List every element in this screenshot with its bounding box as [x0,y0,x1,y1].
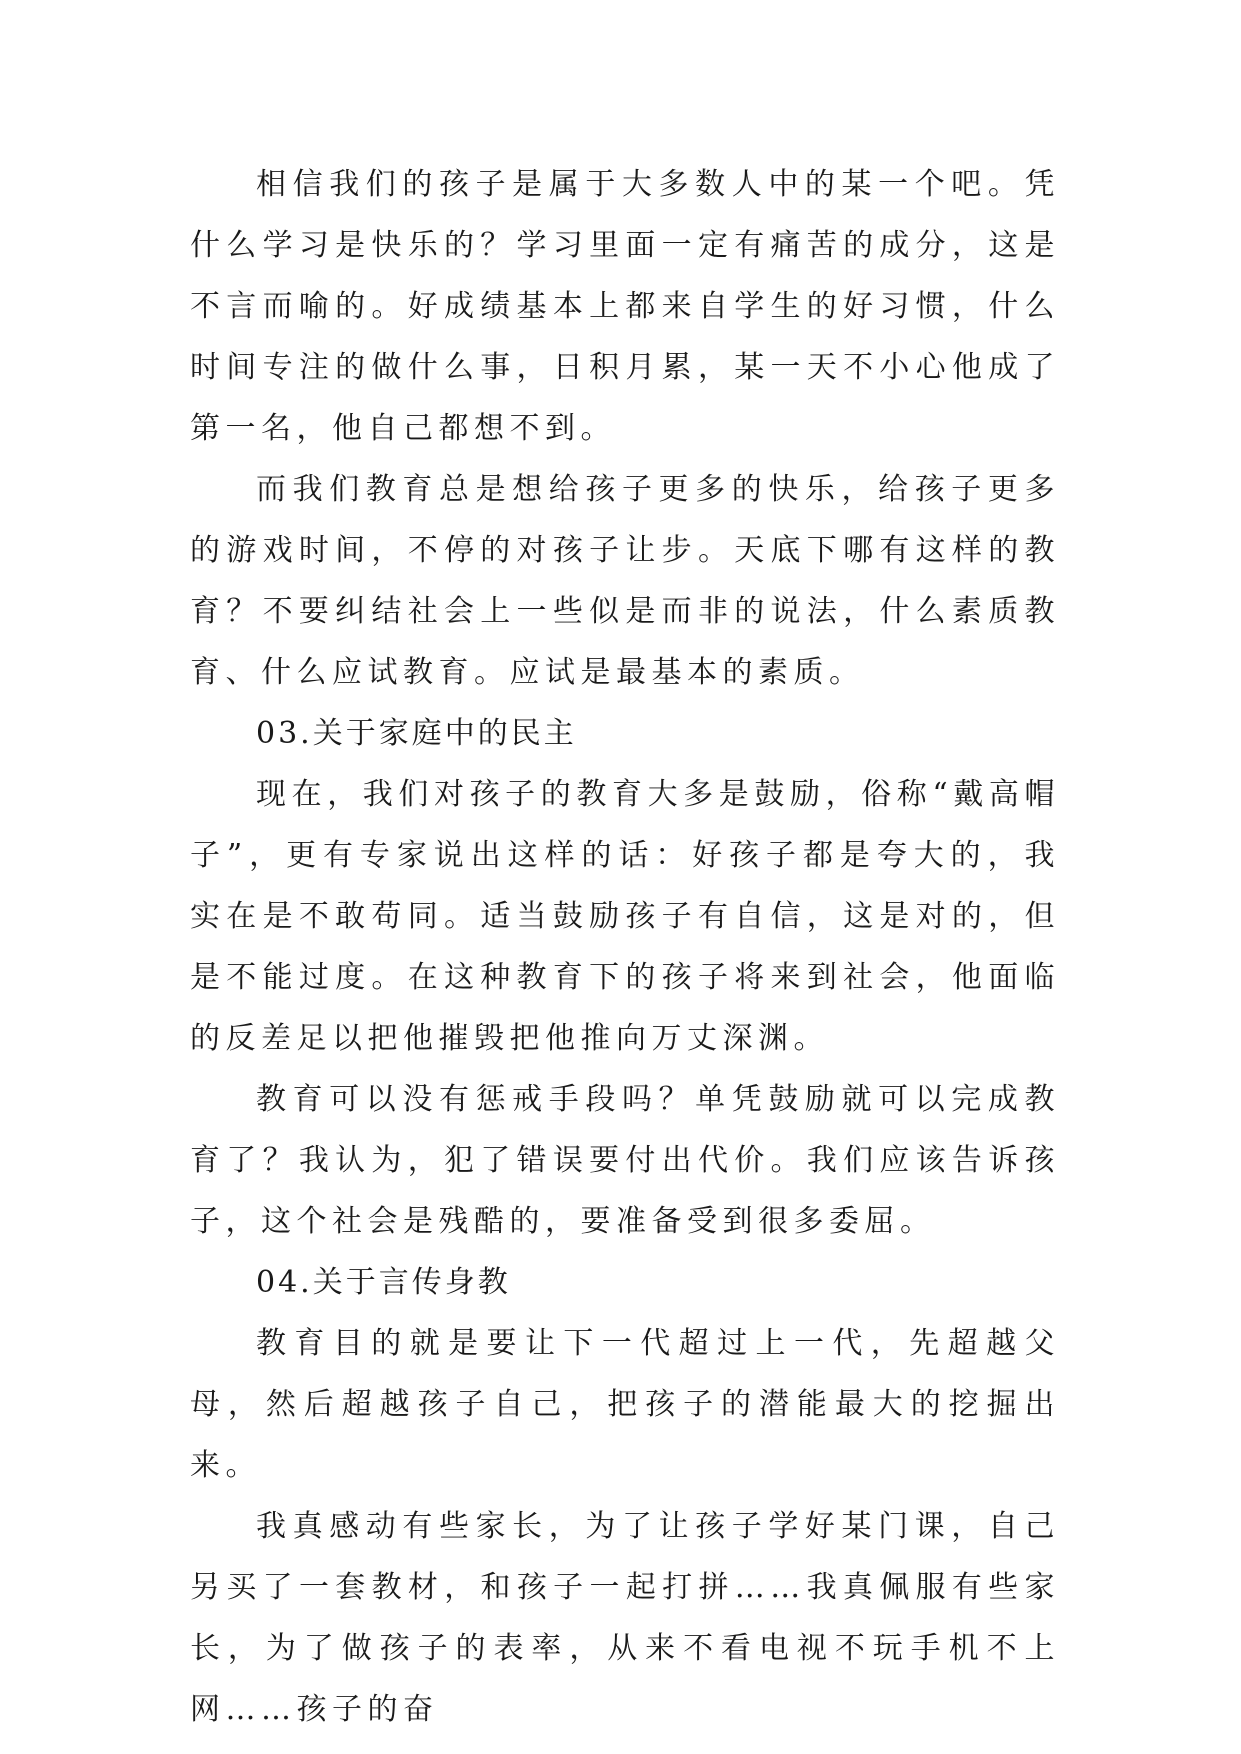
section-heading-03: 03.关于家庭中的民主 [256,716,577,751]
paragraph-3: 现在，我们对孩子的教育大多是鼓励，俗称“戴高帽子”，更有专家说出这样的话：好孩子都是夸大的，我实在是不敢苟同。适当鼓励孩子有自信，这是对的，但是不能过度。在这种教育下的孩子将来到社会，他面临的反差足以把他摧毁把他推向万丈深渊。 [190,777,1060,1056]
paragraph-2: 而我们教育总是想给孩子更多的快乐，给孩子更多的游戏时间，不停的对孩子让步。天底下哪有这样的教育？不要纠结社会上一些似是而非的说法，什么素质教育、什么应试教育。应试是最基本的素质。 [190,472,1060,690]
paragraph-4: 教育可以没有惩戒手段吗？单凭鼓励就可以完成教育了？我认为，犯了错误要付出代价。我们应该告诉孩子，这个社会是残酷的，要准备受到很多委屈。 [190,1082,1060,1239]
section-heading-04: 04.关于言传身教 [256,1265,511,1300]
document-body [190,154,1060,1740]
paragraph-6: 我真感动有些家长，为了让孩子学好某门课，自己另买了一套教材，和孩子一起打拼……我真佩服有些家长，为了做孩子的表率，从来不看电视不玩手机不上网……孩子的奋 [190,1509,1060,1727]
paragraph-1: 相信我们的孩子是属于大多数人中的某一个吧。凭什么学习是快乐的？学习里面一定有痛苦的成分，这是不言而喻的。好成绩基本上都来自学生的好习惯，什么时间专注的做什么事，日积月累，某一天不小心他成了第一名，他自己都想不到。 [190,167,1060,446]
paragraph-5: 教育目的就是要让下一代超过上一代，先超越父母，然后超越孩子自己，把孩子的潜能最大的挖掘出来。 [190,1326,1060,1483]
